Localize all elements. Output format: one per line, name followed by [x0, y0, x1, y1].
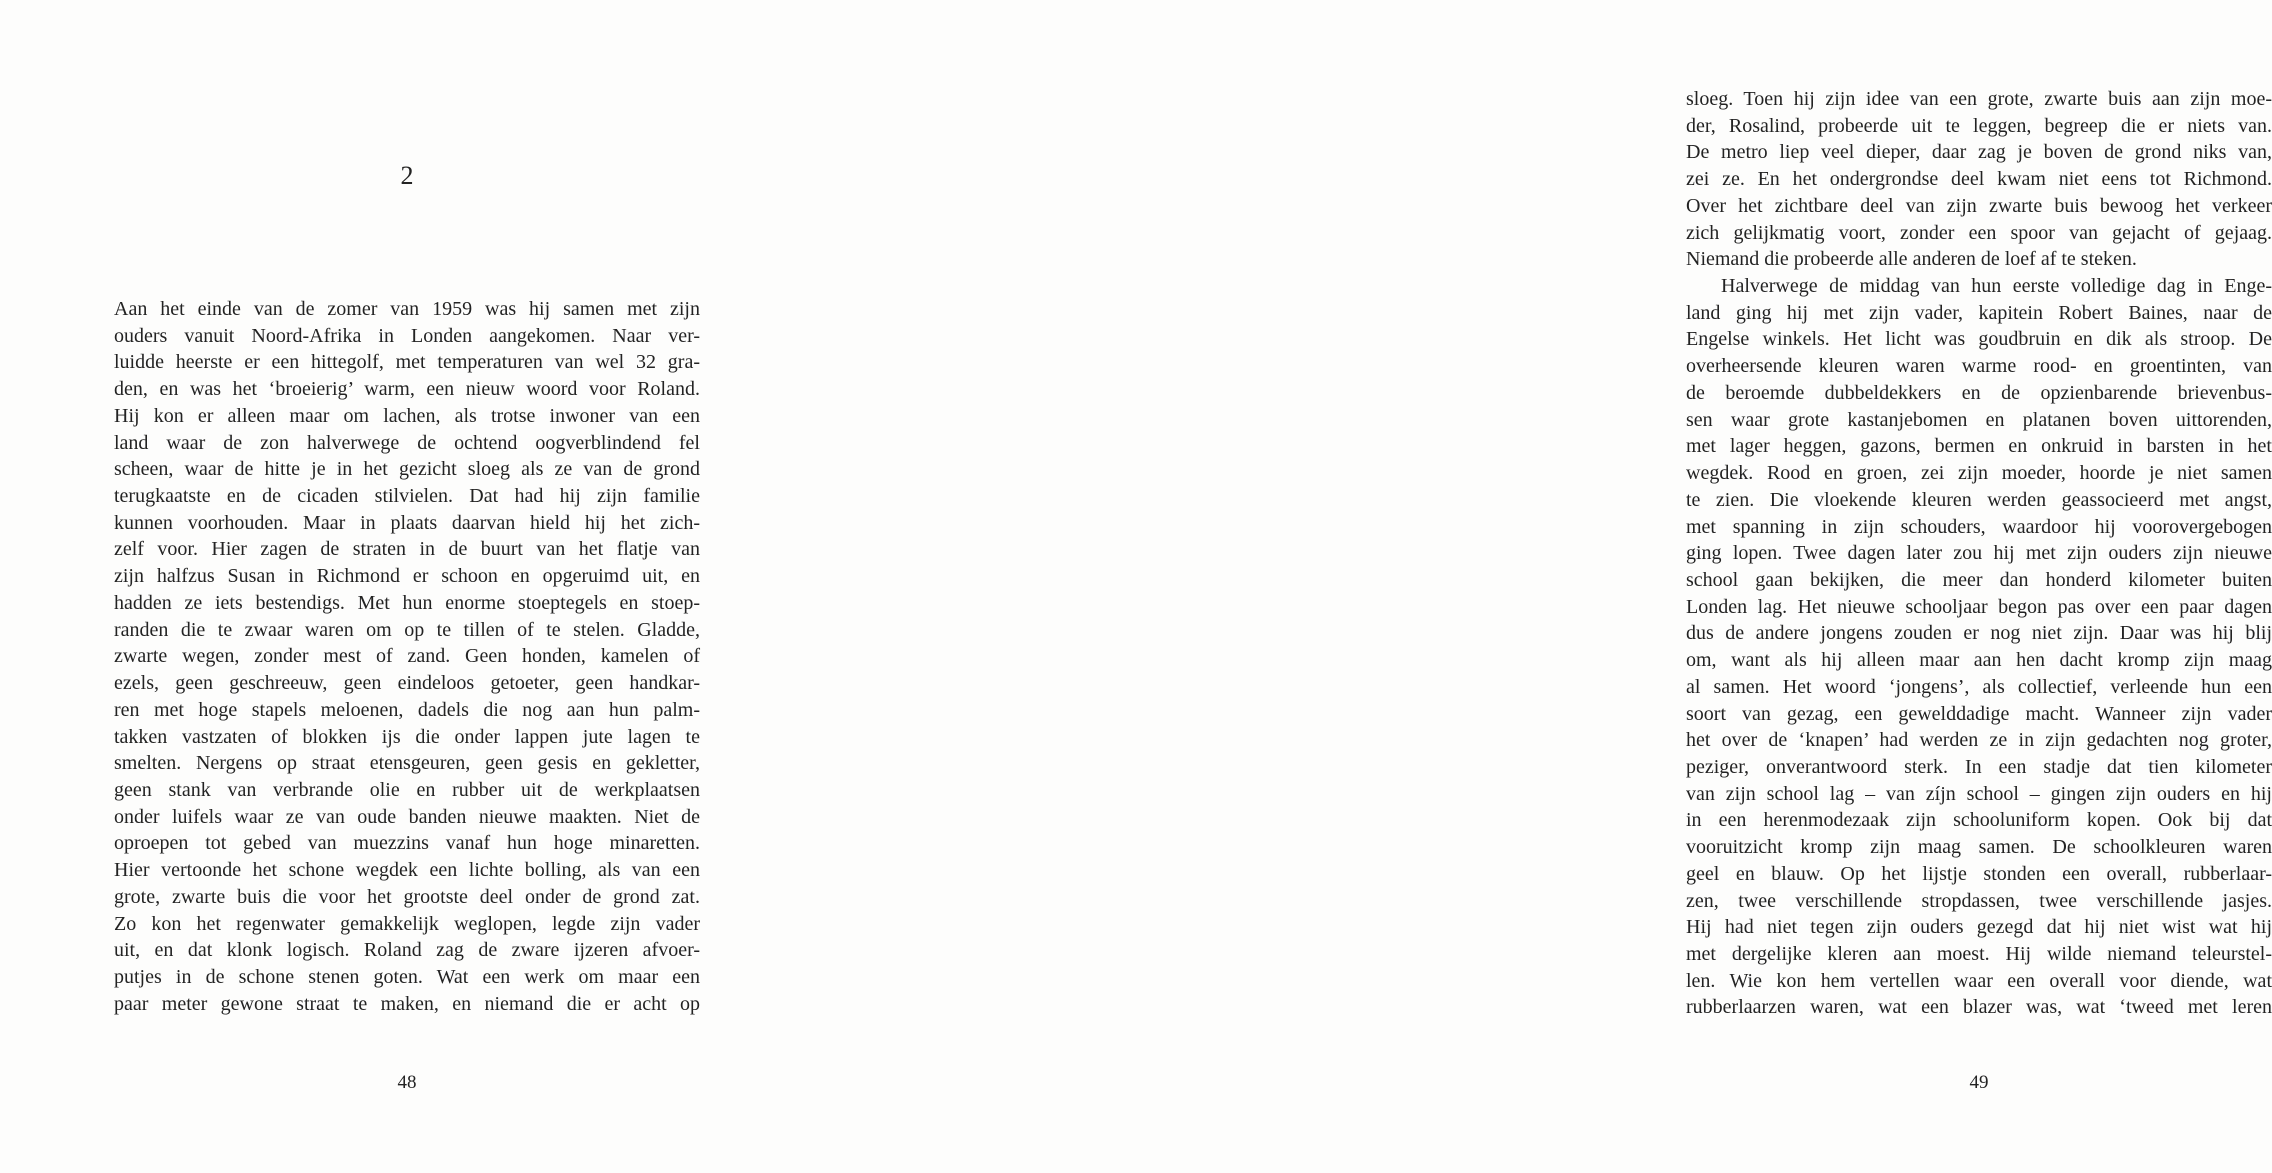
text-line: len. Wie kon hem vertellen waar een overall voor diende, wat [1686, 969, 2272, 992]
text-line: takken vastzaten of blokken ijs die onder lappen jute lagen te [114, 725, 700, 748]
text-line: onder luifels waar ze van oude banden nieuwe maakten. Niet de [114, 805, 700, 828]
text-line: Niemand die probeerde alle anderen de loef af te steken. [1686, 248, 2137, 271]
text-line: zei ze. En het ondergrondse deel kwam niet eens tot Richmond. [1686, 168, 2272, 191]
text-line: randen die te zwaar waren om op te tillen of te stelen. Gladde, [114, 618, 700, 641]
text-line: geel en blauw. Op het lijstje stonden een overall, rubberlaar- [1686, 862, 2272, 885]
text-line: wegdek. Rood en groen, zei zijn moeder, hoorde je niet samen [1686, 462, 2272, 485]
text-line: zijn halfzus Susan in Richmond er schoon en opgeruimd uit, en [114, 565, 700, 588]
text-line: in een herenmodezaak zijn schooluniform kopen. Ook bij dat [1686, 809, 2272, 832]
text-line: scheen, waar de hitte je in het gezicht sloeg als ze van de grond [114, 458, 700, 481]
text-line: hadden ze iets bestendigs. Met hun enorme stoeptegels en stoep- [114, 591, 700, 614]
text-line: de beroemde dubbeldekkers en de opzienbarende brievenbus- [1686, 381, 2272, 404]
text-line: paar meter gewone straat te maken, en niemand die er acht op [114, 992, 700, 1015]
text-line: der, Rosalind, probeerde uit te leggen, begreep die er niets van. [1686, 114, 2272, 137]
text-line: putjes in de schone stenen goten. Wat een werk om maar een [114, 965, 700, 988]
text-line: land ging hij met zijn vader, kapitein Robert Baines, naar de [1686, 301, 2272, 324]
text-line: vooruitzicht kromp zijn maag samen. De schoolkleuren waren [1686, 836, 2272, 859]
left-page-text [114, 296, 700, 1017]
text-line: Engelse winkels. Het licht was goudbruin en dik als stroop. De [1686, 328, 2272, 351]
text-line: uit, en dat klonk logisch. Roland zag de zware ijzeren afvoer- [114, 939, 700, 962]
text-line: sen waar grote kastanjebomen en platanen boven uittorenden, [1686, 408, 2272, 431]
text-line: grote, zwarte buis die voor het grootste deel onder de grond zat. [114, 885, 700, 908]
text-line: dus de andere jongens zouden er nog niet zijn. Daar was hij blij [1686, 622, 2272, 645]
chapter-number: 2 [400, 161, 414, 190]
text-line: ren met hoge stapels meloenen, dadels die nog aan hun palm- [114, 698, 700, 721]
text-line: ouders vanuit Noord-Afrika in Londen aangekomen. Naar ver- [114, 324, 700, 347]
text-line: luidde heerste er een hittegolf, met temperaturen van wel 32 gra- [114, 351, 700, 374]
right-page-text [1686, 86, 2272, 1021]
text-line: geen stank van verbrande olie en rubber uit de werkplaatsen [114, 778, 700, 801]
text-line: den, en was het ‘broeierig’ warm, een nieuw woord voor Roland. [114, 378, 700, 401]
text-line: land waar de zon halverwege de ochtend oogverblindend fel [114, 431, 700, 454]
text-line: te zien. Die vloekende kleuren werden geassocieerd met angst, [1686, 488, 2272, 511]
text-line: Aan het einde van de zomer van 1959 was hij samen met zijn [114, 298, 700, 320]
text-line: sloeg. Toen hij zijn idee van een grote, zwarte buis aan zijn moe- [1686, 88, 2272, 110]
text-line: oproepen tot gebed van muezzins vanaf hun hoge minaretten. [114, 832, 700, 855]
text-line: zelf voor. Hier zagen de straten in de buurt van het flatje van [114, 538, 700, 561]
text-line: peziger, onverantwoord sterk. In een stadje dat tien kilometer [1686, 755, 2272, 778]
text-line: Hier vertoonde het schone wegdek een lichte bolling, als van een [114, 859, 700, 882]
text-line: Zo kon het regenwater gemakkelijk weglopen, legde zijn vader [114, 912, 700, 935]
text-line: zen, twee verschillende stropdassen, twee verschillende jasjes. [1686, 889, 2272, 912]
right-page [800, 0, 2272, 1173]
text-line: Hij had niet tegen zijn ouders gezegd dat hij niet wist wat hij [1686, 916, 2272, 939]
text-line: het over de ‘knapen’ had werden ze in zijn gedachten nog groter, [1686, 729, 2272, 752]
text-line: zwarte wegen, zonder mest of zand. Geen honden, kamelen of [114, 645, 700, 668]
text-line: van zijn school lag – van zíjn school – gingen zijn ouders en hij [1686, 782, 2272, 805]
left-page-number: 48 [397, 1072, 417, 1093]
text-line: met dergelijke kleren aan moest. Hij wilde niemand teleurstel- [1686, 943, 2272, 965]
text-line: school gaan bekijken, die meer dan honderd kilometer buiten [1686, 568, 2272, 591]
left-page [0, 0, 800, 1173]
text-line: overheersende kleuren waren warme rood- en groentinten, van [1686, 355, 2272, 378]
text-line: terugkaatste en de cicaden stilvielen. Dat had hij zijn familie [114, 485, 700, 508]
text-line: al samen. Het woord ‘jongens’, als collectief, verleende hun een [1686, 675, 2272, 698]
text-line: met spanning in zijn schouders, waardoor hij voorovergebogen [1686, 515, 2272, 538]
text-line: om, want als hij alleen maar aan hen dacht kromp zijn maag [1686, 649, 2272, 672]
text-line: ezels, geen geschreeuw, geen eindeloos getoeter, geen handkar- [114, 672, 700, 695]
right-page-number: 49 [1969, 1072, 1989, 1093]
text-line: De metro liep veel dieper, daar zag je boven de grond niks van, [1686, 141, 2272, 164]
text-line: zich gelijkmatig voort, zonder een spoor van gejacht of gejaag. [1686, 221, 2272, 244]
text-line: met lager heggen, gazons, bermen en onkruid in barsten in het [1686, 435, 2272, 458]
text-line: Londen lag. Het nieuwe schooljaar begon pas over een paar dagen [1686, 595, 2272, 618]
text-line: smelten. Nergens op straat etensgeuren, geen gesis en gekletter, [114, 752, 700, 775]
text-line: Halverwege de middag van hun eerste volledige dag in Enge- [1721, 275, 2272, 298]
text-line: kunnen voorhouden. Maar in plaats daarvan hield hij het zich- [114, 511, 700, 534]
text-line: ging lopen. Twee dagen later zou hij met zijn ouders zijn nieuwe [1686, 542, 2272, 565]
text-line: soort van gezag, een gewelddadige macht. Wanneer zijn vader [1686, 702, 2272, 725]
text-line: Hij kon er alleen maar om lachen, als trotse inwoner van een [114, 404, 700, 427]
text-line: rubberlaarzen waren, wat een blazer was, wat ‘tweed met leren [1686, 996, 2272, 1019]
text-line: Over het zichtbare deel van zijn zwarte buis bewoog het verkeer [1686, 194, 2272, 217]
